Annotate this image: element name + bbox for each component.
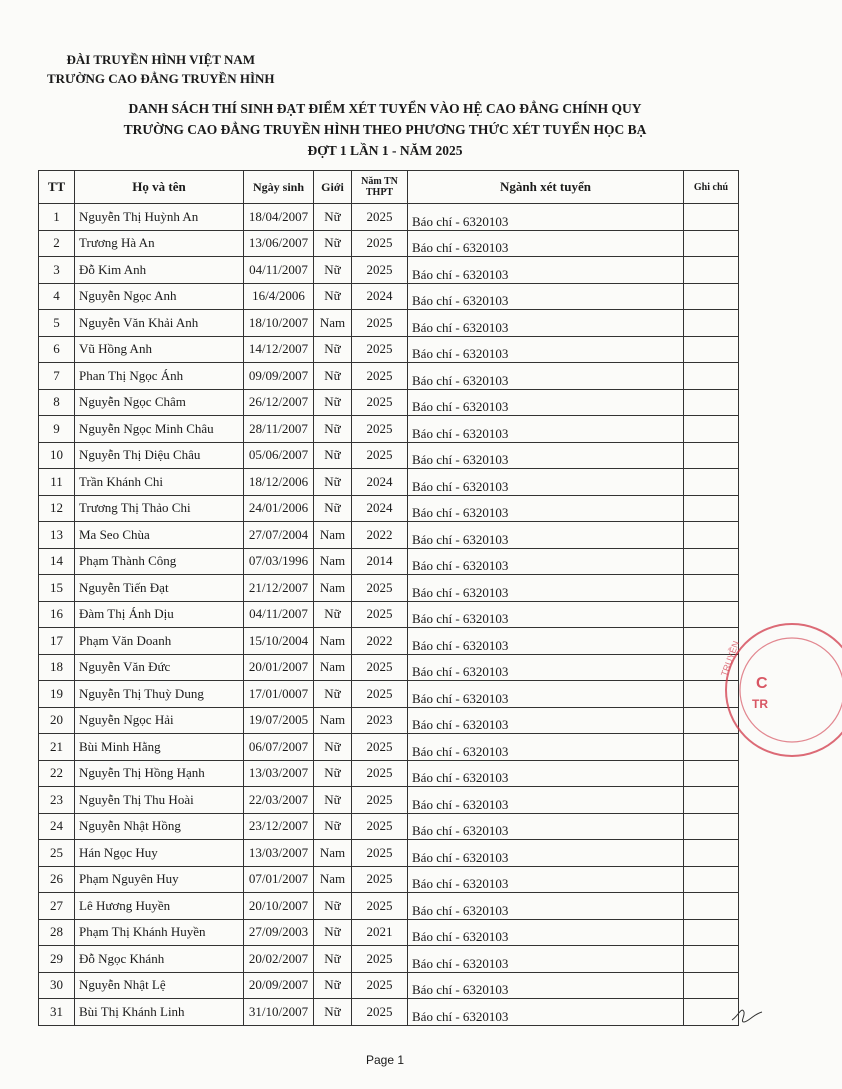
cell-gender: Nữ: [314, 919, 352, 946]
cell-name: Ma Seo Chùa: [75, 522, 244, 549]
cell-name: Nguyễn Thị Diệu Châu: [75, 442, 244, 469]
cell-year: 2021: [352, 919, 408, 946]
cell-major: Báo chí - 6320103: [408, 787, 684, 814]
cell-name: Phạm Thị Khánh Huyền: [75, 919, 244, 946]
cell-tt: 25: [39, 840, 75, 867]
cell-gender: Nam: [314, 575, 352, 602]
cell-dob: 20/09/2007: [244, 972, 314, 999]
cell-major: Báo chí - 6320103: [408, 946, 684, 973]
cell-gender: Nam: [314, 310, 352, 337]
cell-gender: Nữ: [314, 601, 352, 628]
col-header-year-line-1: Năm TN: [361, 176, 398, 187]
cell-note: [684, 760, 739, 787]
col-header-graduation-year: [352, 171, 408, 204]
cell-gender: Nữ: [314, 363, 352, 390]
cell-note: [684, 310, 739, 337]
table-row: [39, 548, 739, 575]
cell-gender: Nam: [314, 707, 352, 734]
cell-name: Phạm Thành Công: [75, 548, 244, 575]
cell-tt: 19: [39, 681, 75, 708]
red-seal-stamp: [719, 622, 842, 762]
cell-note: [684, 919, 739, 946]
cell-gender: Nữ: [314, 469, 352, 496]
cell-note: [684, 893, 739, 920]
col-header-gender: Giới: [314, 171, 352, 204]
cell-note: [684, 972, 739, 999]
title-line-2: TRƯỜNG CAO ĐẲNG TRUYỀN HÌNH THEO PHƯƠNG THỨC XÉT TUYỂN HỌC BẠ: [123, 122, 647, 137]
table-body: [39, 204, 742, 1026]
cell-note: [684, 283, 739, 310]
cell-name: Phạm Văn Doanh: [75, 628, 244, 655]
cell-major: Báo chí - 6320103: [408, 654, 684, 681]
cell-year: 2024: [352, 469, 408, 496]
cell-dob: 04/11/2007: [244, 257, 314, 284]
table-row: [39, 204, 739, 231]
cell-gender: Nam: [314, 548, 352, 575]
col-header-major: Ngành xét tuyển: [408, 171, 684, 204]
cell-dob: 31/10/2007: [244, 999, 314, 1026]
cell-gender: Nữ: [314, 893, 352, 920]
cell-dob: 09/09/2007: [244, 363, 314, 390]
cell-name: Nguyễn Thị Hồng Hạnh: [75, 760, 244, 787]
document-title: [0, 98, 770, 161]
table-row: [39, 681, 739, 708]
cell-dob: 17/01/0007: [244, 681, 314, 708]
cell-gender: Nữ: [314, 787, 352, 814]
cell-note: [684, 575, 739, 602]
cell-note: [684, 230, 739, 257]
cell-gender: Nữ: [314, 946, 352, 973]
cell-year: 2025: [352, 363, 408, 390]
table-row: [39, 601, 739, 628]
cell-year: 2025: [352, 787, 408, 814]
candidate-table: [38, 170, 742, 1026]
cell-gender: Nữ: [314, 257, 352, 284]
cell-major: Báo chí - 6320103: [408, 389, 684, 416]
cell-tt: 30: [39, 972, 75, 999]
cell-note: [684, 787, 739, 814]
col-header-dob: Ngày sinh: [244, 171, 314, 204]
cell-dob: 16/4/2006: [244, 283, 314, 310]
table-row: [39, 866, 739, 893]
cell-year: 2014: [352, 548, 408, 575]
cell-name: Phạm Nguyên Huy: [75, 866, 244, 893]
cell-name: Nguyễn Ngọc Minh Châu: [75, 416, 244, 443]
cell-tt: 7: [39, 363, 75, 390]
table-row: [39, 628, 739, 655]
cell-dob: 22/03/2007: [244, 787, 314, 814]
cell-year: 2025: [352, 389, 408, 416]
table-row: [39, 787, 739, 814]
table-row: [39, 257, 739, 284]
cell-major: Báo chí - 6320103: [408, 416, 684, 443]
cell-major: Báo chí - 6320103: [408, 283, 684, 310]
title-line-1: DANH SÁCH THÍ SINH ĐẠT ĐIỂM XÉT TUYỂN VÀO HỆ CAO ĐẲNG CHÍNH QUY: [128, 101, 642, 116]
cell-dob: 14/12/2007: [244, 336, 314, 363]
cell-major: Báo chí - 6320103: [408, 442, 684, 469]
cell-major: Báo chí - 6320103: [408, 628, 684, 655]
table-row: [39, 707, 739, 734]
cell-year: 2025: [352, 681, 408, 708]
cell-major: Báo chí - 6320103: [408, 469, 684, 496]
cell-major: Báo chí - 6320103: [408, 866, 684, 893]
cell-major: Báo chí - 6320103: [408, 681, 684, 708]
cell-dob: 13/06/2007: [244, 230, 314, 257]
cell-year: 2025: [352, 442, 408, 469]
table-row: [39, 495, 739, 522]
cell-year: 2025: [352, 760, 408, 787]
cell-name: Phan Thị Ngọc Ánh: [75, 363, 244, 390]
cell-note: [684, 813, 739, 840]
cell-dob: 21/12/2007: [244, 575, 314, 602]
cell-name: Vũ Hồng Anh: [75, 336, 244, 363]
cell-major: Báo chí - 6320103: [408, 310, 684, 337]
cell-tt: 8: [39, 389, 75, 416]
cell-dob: 26/12/2007: [244, 389, 314, 416]
cell-tt: 23: [39, 787, 75, 814]
organization-header: [47, 50, 275, 88]
cell-major: Báo chí - 6320103: [408, 257, 684, 284]
page-number: Page 1: [365, 1053, 405, 1067]
cell-major: Báo chí - 6320103: [408, 575, 684, 602]
cell-year: 2025: [352, 230, 408, 257]
table-row: [39, 734, 739, 761]
cell-gender: Nữ: [314, 999, 352, 1026]
cell-major: Báo chí - 6320103: [408, 336, 684, 363]
cell-tt: 20: [39, 707, 75, 734]
cell-year: 2025: [352, 999, 408, 1026]
col-header-year-line-2: THPT: [365, 187, 394, 198]
cell-gender: Nữ: [314, 813, 352, 840]
cell-note: [684, 257, 739, 284]
col-header-note: Ghi chú: [684, 171, 739, 204]
table-row: [39, 575, 739, 602]
cell-tt: 28: [39, 919, 75, 946]
cell-name: Trương Hà An: [75, 230, 244, 257]
table-row: [39, 310, 739, 337]
cell-gender: Nam: [314, 866, 352, 893]
table-row: [39, 283, 739, 310]
cell-year: 2025: [352, 946, 408, 973]
cell-note: [684, 389, 739, 416]
cell-year: 2024: [352, 495, 408, 522]
cell-name: Trần Khánh Chi: [75, 469, 244, 496]
cell-note: [684, 866, 739, 893]
cell-year: 2025: [352, 813, 408, 840]
cell-major: Báo chí - 6320103: [408, 230, 684, 257]
cell-tt: 26: [39, 866, 75, 893]
cell-year: 2025: [352, 866, 408, 893]
cell-dob: 19/07/2005: [244, 707, 314, 734]
cell-tt: 10: [39, 442, 75, 469]
cell-note: [684, 522, 739, 549]
cell-name: Nguyễn Thị Huỳnh An: [75, 204, 244, 231]
cell-gender: Nữ: [314, 336, 352, 363]
table-row: [39, 919, 739, 946]
cell-name: Nguyễn Tiến Đạt: [75, 575, 244, 602]
cell-name: Đỗ Kim Anh: [75, 257, 244, 284]
cell-tt: 17: [39, 628, 75, 655]
cell-note: [684, 840, 739, 867]
cell-major: Báo chí - 6320103: [408, 363, 684, 390]
cell-dob: 05/06/2007: [244, 442, 314, 469]
cell-year: 2025: [352, 336, 408, 363]
cell-year: 2022: [352, 522, 408, 549]
cell-name: Nguyễn Thị Thu Hoài: [75, 787, 244, 814]
signature-mark: [728, 998, 768, 1028]
cell-dob: 27/09/2003: [244, 919, 314, 946]
cell-name: Nguyễn Thị Thuỳ Dung: [75, 681, 244, 708]
cell-name: Đỗ Ngọc Khánh: [75, 946, 244, 973]
cell-tt: 21: [39, 734, 75, 761]
cell-year: 2025: [352, 893, 408, 920]
cell-major: Báo chí - 6320103: [408, 840, 684, 867]
cell-name: Bùi Thị Khánh Linh: [75, 999, 244, 1026]
org-line-2: TRƯỜNG CAO ĐẲNG TRUYỀN HÌNH: [47, 71, 275, 86]
cell-name: Nguyễn Ngọc Châm: [75, 389, 244, 416]
cell-year: 2025: [352, 204, 408, 231]
table-row: [39, 999, 739, 1026]
cell-year: 2025: [352, 601, 408, 628]
cell-major: Báo chí - 6320103: [408, 760, 684, 787]
cell-note: [684, 416, 739, 443]
cell-tt: 22: [39, 760, 75, 787]
cell-name: Trương Thị Thảo Chi: [75, 495, 244, 522]
cell-tt: 24: [39, 813, 75, 840]
cell-tt: 15: [39, 575, 75, 602]
cell-year: 2025: [352, 972, 408, 999]
cell-tt: 12: [39, 495, 75, 522]
cell-major: Báo chí - 6320103: [408, 999, 684, 1026]
cell-tt: 4: [39, 283, 75, 310]
cell-note: [684, 946, 739, 973]
cell-dob: 13/03/2007: [244, 760, 314, 787]
cell-gender: Nữ: [314, 734, 352, 761]
cell-tt: 2: [39, 230, 75, 257]
cell-gender: Nữ: [314, 442, 352, 469]
cell-tt: 31: [39, 999, 75, 1026]
table-row: [39, 389, 739, 416]
cell-name: Hán Ngọc Huy: [75, 840, 244, 867]
cell-year: 2024: [352, 283, 408, 310]
cell-dob: 20/10/2007: [244, 893, 314, 920]
cell-tt: 5: [39, 310, 75, 337]
cell-dob: 06/07/2007: [244, 734, 314, 761]
table-row: [39, 363, 739, 390]
table-row: [39, 654, 739, 681]
cell-tt: 1: [39, 204, 75, 231]
table-row: [39, 522, 739, 549]
cell-dob: 13/03/2007: [244, 840, 314, 867]
cell-major: Báo chí - 6320103: [408, 919, 684, 946]
cell-major: Báo chí - 6320103: [408, 522, 684, 549]
cell-tt: 11: [39, 469, 75, 496]
cell-note: [684, 469, 739, 496]
cell-dob: 28/11/2007: [244, 416, 314, 443]
cell-year: 2025: [352, 734, 408, 761]
cell-major: Báo chí - 6320103: [408, 204, 684, 231]
cell-note: [684, 204, 739, 231]
cell-note: [684, 363, 739, 390]
stamp-text: TR: [752, 697, 768, 711]
cell-gender: Nữ: [314, 681, 352, 708]
cell-note: [684, 548, 739, 575]
table-row: [39, 442, 739, 469]
table-header-row: [39, 171, 739, 204]
cell-major: Báo chí - 6320103: [408, 813, 684, 840]
cell-note: [684, 495, 739, 522]
cell-gender: Nữ: [314, 230, 352, 257]
org-line-1: ĐÀI TRUYỀN HÌNH VIỆT NAM: [66, 52, 256, 67]
title-line-3: ĐỢT 1 LẦN 1 - NĂM 2025: [307, 143, 463, 158]
cell-year: 2025: [352, 654, 408, 681]
cell-dob: 18/04/2007: [244, 204, 314, 231]
cell-tt: 29: [39, 946, 75, 973]
cell-major: Báo chí - 6320103: [408, 893, 684, 920]
table-row: [39, 416, 739, 443]
cell-name: Bùi Minh Hằng: [75, 734, 244, 761]
cell-tt: 13: [39, 522, 75, 549]
cell-year: 2025: [352, 840, 408, 867]
cell-major: Báo chí - 6320103: [408, 707, 684, 734]
cell-tt: 27: [39, 893, 75, 920]
stamp-text: C: [756, 675, 768, 692]
cell-dob: 18/12/2006: [244, 469, 314, 496]
stamp-text: TRUYỀN: [719, 639, 742, 678]
cell-major: Báo chí - 6320103: [408, 972, 684, 999]
cell-major: Báo chí - 6320103: [408, 601, 684, 628]
cell-gender: Nữ: [314, 389, 352, 416]
cell-name: Nguyễn Nhật Lệ: [75, 972, 244, 999]
cell-dob: 07/01/2007: [244, 866, 314, 893]
cell-dob: 23/12/2007: [244, 813, 314, 840]
cell-year: 2025: [352, 257, 408, 284]
cell-gender: Nữ: [314, 972, 352, 999]
cell-year: 2025: [352, 310, 408, 337]
cell-gender: Nam: [314, 840, 352, 867]
table-row: [39, 840, 739, 867]
cell-name: Nguyễn Ngọc Hải: [75, 707, 244, 734]
cell-dob: 18/10/2007: [244, 310, 314, 337]
cell-tt: 9: [39, 416, 75, 443]
col-header-tt: TT: [39, 171, 75, 204]
cell-year: 2025: [352, 575, 408, 602]
cell-dob: 27/07/2004: [244, 522, 314, 549]
table-row: [39, 813, 739, 840]
col-header-name: Họ và tên: [75, 171, 244, 204]
table-row: [39, 469, 739, 496]
cell-dob: 07/03/1996: [244, 548, 314, 575]
table-row: [39, 972, 739, 999]
cell-dob: 20/01/2007: [244, 654, 314, 681]
table-row: [39, 760, 739, 787]
cell-gender: Nữ: [314, 416, 352, 443]
cell-tt: 3: [39, 257, 75, 284]
cell-name: Lê Hương Huyền: [75, 893, 244, 920]
cell-gender: Nữ: [314, 760, 352, 787]
cell-major: Báo chí - 6320103: [408, 548, 684, 575]
cell-gender: Nam: [314, 654, 352, 681]
cell-year: 2025: [352, 416, 408, 443]
cell-gender: Nam: [314, 628, 352, 655]
cell-gender: Nữ: [314, 495, 352, 522]
cell-name: Đàm Thị Ánh Dịu: [75, 601, 244, 628]
cell-tt: 6: [39, 336, 75, 363]
cell-dob: 24/01/2006: [244, 495, 314, 522]
cell-tt: 14: [39, 548, 75, 575]
cell-dob: 15/10/2004: [244, 628, 314, 655]
cell-gender: Nữ: [314, 283, 352, 310]
cell-tt: 16: [39, 601, 75, 628]
cell-dob: 04/11/2007: [244, 601, 314, 628]
cell-name: Nguyễn Ngọc Anh: [75, 283, 244, 310]
table-row: [39, 893, 739, 920]
cell-major: Báo chí - 6320103: [408, 495, 684, 522]
cell-year: 2023: [352, 707, 408, 734]
cell-gender: Nam: [314, 522, 352, 549]
cell-note: [684, 442, 739, 469]
cell-name: Nguyễn Văn Đức: [75, 654, 244, 681]
cell-note: [684, 336, 739, 363]
cell-tt: 18: [39, 654, 75, 681]
table-row: [39, 336, 739, 363]
table-row: [39, 946, 739, 973]
cell-dob: 20/02/2007: [244, 946, 314, 973]
table-row: [39, 230, 739, 257]
cell-year: 2022: [352, 628, 408, 655]
cell-major: Báo chí - 6320103: [408, 734, 684, 761]
cell-name: Nguyễn Nhật Hồng: [75, 813, 244, 840]
cell-name: Nguyễn Văn Khải Anh: [75, 310, 244, 337]
cell-gender: Nữ: [314, 204, 352, 231]
